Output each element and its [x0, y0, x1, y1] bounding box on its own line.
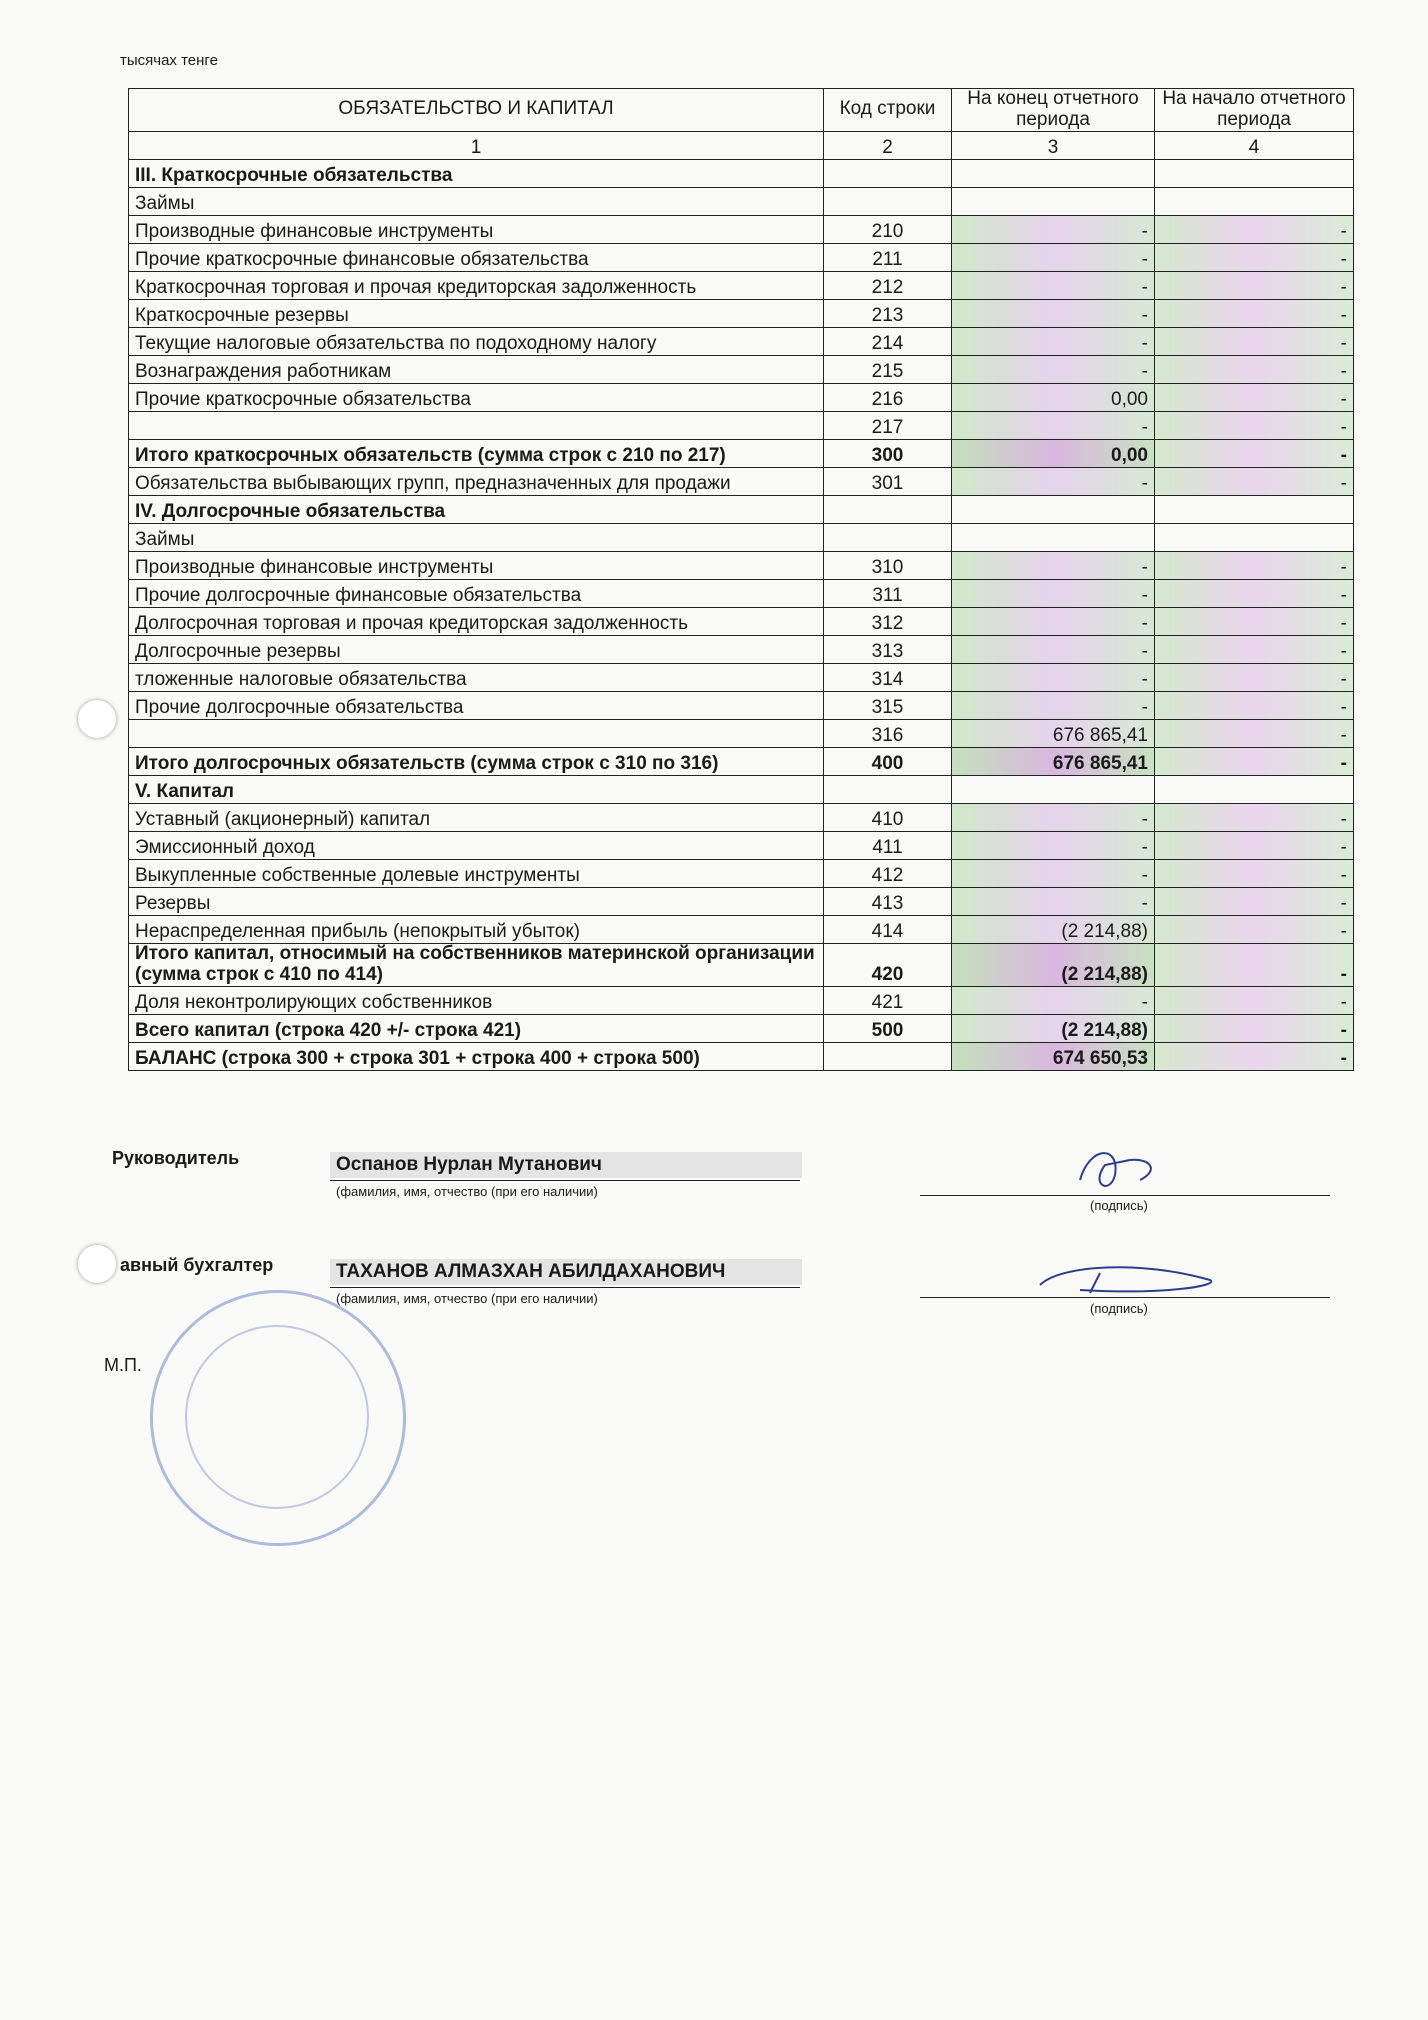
row-begin-value: -	[1155, 915, 1354, 943]
row-begin-value: -	[1155, 579, 1354, 607]
row-end-value: 0,00	[952, 439, 1155, 467]
row-begin-value: -	[1155, 299, 1354, 327]
row-begin-value: -	[1155, 747, 1354, 775]
chief-title: авный бухгалтер	[120, 1255, 274, 1275]
row-begin-value: -	[1155, 986, 1354, 1014]
row-begin-value	[1155, 495, 1354, 523]
row-code: 411	[824, 831, 952, 859]
row-label: Краткосрочные резервы	[129, 299, 824, 327]
row-code: 217	[824, 411, 952, 439]
row-end-value: -	[952, 299, 1155, 327]
row-begin-value: -	[1155, 327, 1354, 355]
balance-table	[128, 88, 1354, 1071]
row-label: Производные финансовые инструменты	[129, 551, 824, 579]
punch-hole-icon	[78, 1245, 116, 1283]
row-code	[824, 1042, 952, 1070]
row-code: 500	[824, 1014, 952, 1042]
row-end-value: (2 214,88)	[952, 1014, 1155, 1042]
mp-label: М.П.	[104, 1355, 142, 1375]
row-label: Обязательства выбывающих групп, предназначенных для продажи	[129, 467, 824, 495]
row-label: Прочие долгосрочные финансовые обязательства	[129, 579, 824, 607]
row-begin-value: -	[1155, 635, 1354, 663]
row-code	[824, 523, 952, 551]
row-end-value: -	[952, 355, 1155, 383]
table-row	[129, 831, 1354, 859]
row-begin-value: -	[1155, 859, 1354, 887]
head-name: Оспанов Нурлан Мутанович	[330, 1152, 802, 1178]
table-row	[129, 579, 1354, 607]
row-code: 312	[824, 607, 952, 635]
table-row	[129, 663, 1354, 691]
table-header-row	[129, 89, 1354, 132]
table-row	[129, 887, 1354, 915]
row-end-value: -	[952, 663, 1155, 691]
table-row	[129, 719, 1354, 747]
row-end-value: 674 650,53	[952, 1042, 1155, 1070]
row-label: Итого капитал, относимый на собственников материнской организации (сумма строк с 410 по 414)	[129, 943, 824, 986]
row-label: Нераспределенная прибыль (непокрытый убыток)	[129, 915, 824, 943]
table-row	[129, 607, 1354, 635]
row-code: 300	[824, 439, 952, 467]
row-code: 420	[824, 943, 952, 986]
row-label: тложенные налоговые обязательства	[129, 663, 824, 691]
row-label: Прочие долгосрочные обязательства	[129, 691, 824, 719]
row-code: 214	[824, 327, 952, 355]
row-begin-value: -	[1155, 411, 1354, 439]
row-end-value: -	[952, 691, 1155, 719]
row-begin-value: -	[1155, 887, 1354, 915]
column-number-3: 3	[952, 131, 1155, 159]
row-code: 212	[824, 271, 952, 299]
row-label	[129, 719, 824, 747]
table-row	[129, 523, 1354, 551]
row-label: Всего капитал (строка 420 +/- строка 421)	[129, 1014, 824, 1042]
table-row	[129, 551, 1354, 579]
row-end-value: -	[952, 986, 1155, 1014]
row-begin-value: -	[1155, 719, 1354, 747]
head-signature-icon	[1060, 1140, 1180, 1200]
header-col-begin: На начало отчетного периода	[1155, 89, 1354, 132]
table-row	[129, 1014, 1354, 1042]
row-code: 301	[824, 467, 952, 495]
table-row	[129, 467, 1354, 495]
row-code: 316	[824, 719, 952, 747]
row-end-value	[952, 495, 1155, 523]
row-begin-value: -	[1155, 215, 1354, 243]
row-begin-value: -	[1155, 243, 1354, 271]
head-fio-hint: (фамилия, имя, отчество (при его наличии)	[336, 1184, 598, 1199]
total-row	[129, 439, 1354, 467]
row-end-value	[952, 187, 1155, 215]
row-label: Итого краткосрочных обязательств (сумма строк с 210 по 217)	[129, 439, 824, 467]
row-end-value: -	[952, 467, 1155, 495]
chief-fio-hint: (фамилия, имя, отчество (при его наличии)	[336, 1291, 598, 1306]
row-code: 216	[824, 383, 952, 411]
row-label: Краткосрочная торговая и прочая кредиторская задолженность	[129, 271, 824, 299]
row-begin-value: -	[1155, 803, 1354, 831]
table-row	[129, 635, 1354, 663]
row-end-value: 676 865,41	[952, 719, 1155, 747]
row-label: Производные финансовые инструменты	[129, 215, 824, 243]
table-row	[129, 271, 1354, 299]
chief-name-line	[330, 1287, 800, 1288]
row-begin-value: -	[1155, 271, 1354, 299]
row-label: III. Краткосрочные обязательства	[129, 159, 824, 187]
row-begin-value: -	[1155, 551, 1354, 579]
row-end-value: -	[952, 887, 1155, 915]
chief-name: ТАХАНОВ АЛМАЗХАН АБИЛДАХАНОВИЧ	[330, 1259, 802, 1285]
column-number-2: 2	[824, 131, 952, 159]
row-end-value	[952, 775, 1155, 803]
row-label: Прочие краткосрочные обязательства	[129, 383, 824, 411]
head-title: Руководитель	[112, 1148, 240, 1168]
head-sign-hint: (подпись)	[1090, 1198, 1148, 1213]
row-code: 412	[824, 859, 952, 887]
row-end-value: -	[952, 607, 1155, 635]
table-row	[129, 411, 1354, 439]
row-code	[824, 159, 952, 187]
row-label: Резервы	[129, 887, 824, 915]
row-begin-value: -	[1155, 355, 1354, 383]
row-code	[824, 187, 952, 215]
total-row	[129, 747, 1354, 775]
row-code: 313	[824, 635, 952, 663]
row-end-value: 676 865,41	[952, 747, 1155, 775]
row-end-value: (2 214,88)	[952, 915, 1155, 943]
column-number-1: 1	[129, 131, 824, 159]
row-begin-value: -	[1155, 663, 1354, 691]
section-row	[129, 159, 1354, 187]
row-code: 410	[824, 803, 952, 831]
row-code: 400	[824, 747, 952, 775]
row-begin-value	[1155, 775, 1354, 803]
row-label: Текущие налоговые обязательства по подоходному налогу	[129, 327, 824, 355]
row-begin-value: -	[1155, 831, 1354, 859]
row-code: 315	[824, 691, 952, 719]
row-code: 314	[824, 663, 952, 691]
row-code: 213	[824, 299, 952, 327]
table-row	[129, 327, 1354, 355]
table-row	[129, 915, 1354, 943]
row-label: Выкупленные собственные долевые инструменты	[129, 859, 824, 887]
row-code: 211	[824, 243, 952, 271]
row-end-value: -	[952, 215, 1155, 243]
table-row	[129, 986, 1354, 1014]
row-label: Займы	[129, 187, 824, 215]
row-end-value: -	[952, 831, 1155, 859]
table-row	[129, 355, 1354, 383]
row-begin-value: -	[1155, 467, 1354, 495]
row-label: Доля неконтролирующих собственников	[129, 986, 824, 1014]
row-begin-value	[1155, 523, 1354, 551]
row-label: IV. Долгосрочные обязательства	[129, 495, 824, 523]
chief-sign-hint: (подпись)	[1090, 1301, 1148, 1316]
row-end-value: -	[952, 271, 1155, 299]
table-row	[129, 383, 1354, 411]
row-end-value: -	[952, 635, 1155, 663]
table-row	[129, 691, 1354, 719]
row-label: Прочие краткосрочные финансовые обязательства	[129, 243, 824, 271]
row-begin-value: -	[1155, 943, 1354, 986]
row-code: 311	[824, 579, 952, 607]
row-end-value: -	[952, 579, 1155, 607]
row-label: Долгосрочная торговая и прочая кредиторская задолженность	[129, 607, 824, 635]
column-number-4: 4	[1155, 131, 1354, 159]
row-code: 210	[824, 215, 952, 243]
row-code: 215	[824, 355, 952, 383]
table-row	[129, 215, 1354, 243]
table-row	[129, 803, 1354, 831]
table-row	[129, 299, 1354, 327]
row-begin-value: -	[1155, 1014, 1354, 1042]
total-row	[129, 943, 1354, 986]
table-row	[129, 243, 1354, 271]
row-end-value	[952, 159, 1155, 187]
row-end-value: (2 214,88)	[952, 943, 1155, 986]
row-end-value: -	[952, 243, 1155, 271]
row-code: 413	[824, 887, 952, 915]
punch-hole-icon	[78, 700, 116, 738]
section-row	[129, 495, 1354, 523]
row-code: 421	[824, 986, 952, 1014]
chief-signature-icon	[1020, 1255, 1240, 1305]
row-label: Эмиссионный доход	[129, 831, 824, 859]
units-label: тысячах тенге	[120, 52, 218, 69]
row-label: Займы	[129, 523, 824, 551]
row-end-value: -	[952, 411, 1155, 439]
row-end-value: -	[952, 551, 1155, 579]
row-end-value: -	[952, 859, 1155, 887]
column-number-row	[129, 131, 1354, 159]
row-begin-value: -	[1155, 383, 1354, 411]
row-label: Уставный (акционерный) капитал	[129, 803, 824, 831]
row-label: БАЛАНС (строка 300 + строка 301 + строка 400 + строка 500)	[129, 1042, 824, 1070]
row-label: V. Капитал	[129, 775, 824, 803]
header-col-end: На конец отчетного периода	[952, 89, 1155, 132]
row-end-value: -	[952, 327, 1155, 355]
row-begin-value: -	[1155, 607, 1354, 635]
table-row	[129, 859, 1354, 887]
row-label: Итого долгосрочных обязательств (сумма строк с 310 по 316)	[129, 747, 824, 775]
row-code: 310	[824, 551, 952, 579]
seal-stamp-inner	[185, 1325, 369, 1509]
row-begin-value	[1155, 187, 1354, 215]
row-code: 414	[824, 915, 952, 943]
row-label: Долгосрочные резервы	[129, 635, 824, 663]
row-begin-value: -	[1155, 691, 1354, 719]
row-begin-value	[1155, 159, 1354, 187]
row-begin-value: -	[1155, 1042, 1354, 1070]
section-row	[129, 775, 1354, 803]
row-begin-value: -	[1155, 439, 1354, 467]
row-code	[824, 775, 952, 803]
header-col-liabilities: ОБЯЗАТЕЛЬСТВО И КАПИТАЛ	[129, 89, 824, 132]
row-end-value: -	[952, 803, 1155, 831]
row-end-value	[952, 523, 1155, 551]
row-code	[824, 495, 952, 523]
row-end-value: 0,00	[952, 383, 1155, 411]
table-row	[129, 187, 1354, 215]
header-col-code: Код строки	[824, 89, 952, 132]
row-label: Вознаграждения работникам	[129, 355, 824, 383]
head-name-line	[330, 1180, 800, 1181]
total-row	[129, 1042, 1354, 1070]
row-label	[129, 411, 824, 439]
